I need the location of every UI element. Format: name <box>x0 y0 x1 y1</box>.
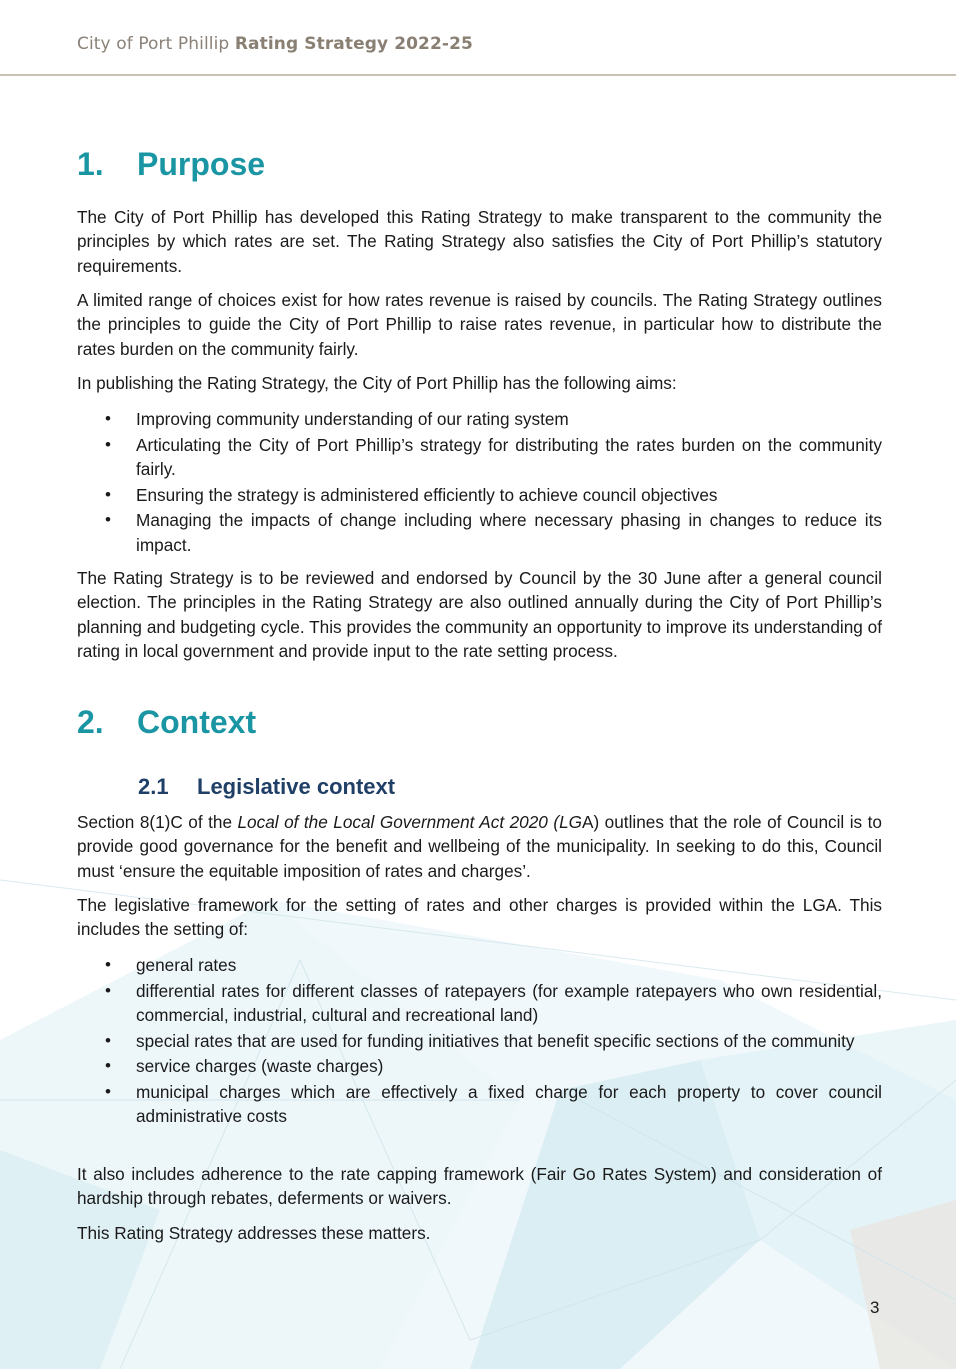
header-doc-title: Rating Strategy 2022-25 <box>234 34 473 54</box>
list-item: • Managing the impacts of change including where necessary phasing in changes to reduce its impact. <box>77 508 882 557</box>
section-title: Context <box>137 704 257 740</box>
context-paragraph-4: This Rating Strategy addresses these matters. <box>77 1223 431 1243</box>
context-paragraph-2: The legislative framework for the setting of rates and other charges is provided within the LGA. This includes the setting of: <box>77 895 882 940</box>
section-title: Purpose <box>137 146 266 182</box>
purpose-paragraph-3: In publishing the Rating Strategy, the City of Port Phillip has the following aims: <box>77 373 677 393</box>
list-item: • Ensuring the strategy is administered efficiently to achieve council objectives <box>77 483 882 507</box>
header-title <box>77 34 473 54</box>
rates-setting-list <box>77 953 882 1130</box>
purpose-paragraph-1: The City of Port Phillip has developed this Rating Strategy to make transparent to the community the principles by which rates are set. The Rating Strategy also satisfies the City of Port Phillip’s statutory requirements. <box>77 207 882 276</box>
list-item: • Articulating the City of Port Phillip’s strategy for distributing the rates burden on the community fairly. <box>77 433 882 482</box>
section-number: 1. <box>77 146 104 182</box>
list-item: • municipal charges which are effectively a fixed charge for each property to cover council administrative costs <box>77 1080 882 1129</box>
list-item: • service charges (waste charges) <box>77 1054 882 1078</box>
context-paragraph-3: It also includes adherence to the rate capping framework (Fair Go Rates System) and consideration of hardship through rebates, deferments or waivers. <box>77 1164 882 1209</box>
context-paragraph-1-start: Section 8(1)C of the <box>77 812 238 832</box>
act-title: Local of the Local Government Act 2020 (LG <box>237 812 582 832</box>
purpose-paragraph-4: The Rating Strategy is to be reviewed and endorsed by Council by the 30 June after a general council election. The principles in the Rating Strategy are also outlined annually during the City of Port Phillip’s planning and budgeting cycle. This provides the community an opportunity to improve its understanding of rating in local government and provide input to the rate setting process. <box>77 568 882 662</box>
purpose-paragraph-2: A limited range of choices exist for how rates revenue is raised by councils. The Rating Strategy outlines the principles to guide the City of Port Phillip to raise rates revenue, in particular how to distribute the rates burden on the community fairly. <box>77 290 882 359</box>
section-number: 2. <box>77 704 104 740</box>
header-org: City of Port Phillip <box>77 34 230 54</box>
subsection-title: Legislative context <box>197 774 396 799</box>
context-paragraph-1 <box>77 810 882 883</box>
aims-list <box>77 407 882 558</box>
section-heading-purpose <box>77 146 265 183</box>
subsection-number: 2.1 <box>138 774 169 799</box>
list-item: • general rates <box>77 953 882 977</box>
page-header <box>0 0 956 76</box>
list-item: • special rates that are used for funding initiatives that benefit specific sections of the community <box>77 1029 882 1053</box>
list-item: • differential rates for different classes of ratepayers (for example ratepayers who own residential, commercial, industrial, cultural and recreational land) <box>77 979 882 1028</box>
subsection-heading-legislative-context <box>138 774 395 800</box>
list-item: • Improving community understanding of our rating system <box>77 407 882 431</box>
context-paragraph-1-rest: A) outlines that the role of Council is to provide good governance for the benefit and wellbeing of the municipality. In seeking to do this, Council must ‘ensure the equitable imposition of rates and charges’. <box>77 812 882 881</box>
section-heading-context <box>77 704 256 741</box>
page-number: 3 <box>870 1298 880 1317</box>
